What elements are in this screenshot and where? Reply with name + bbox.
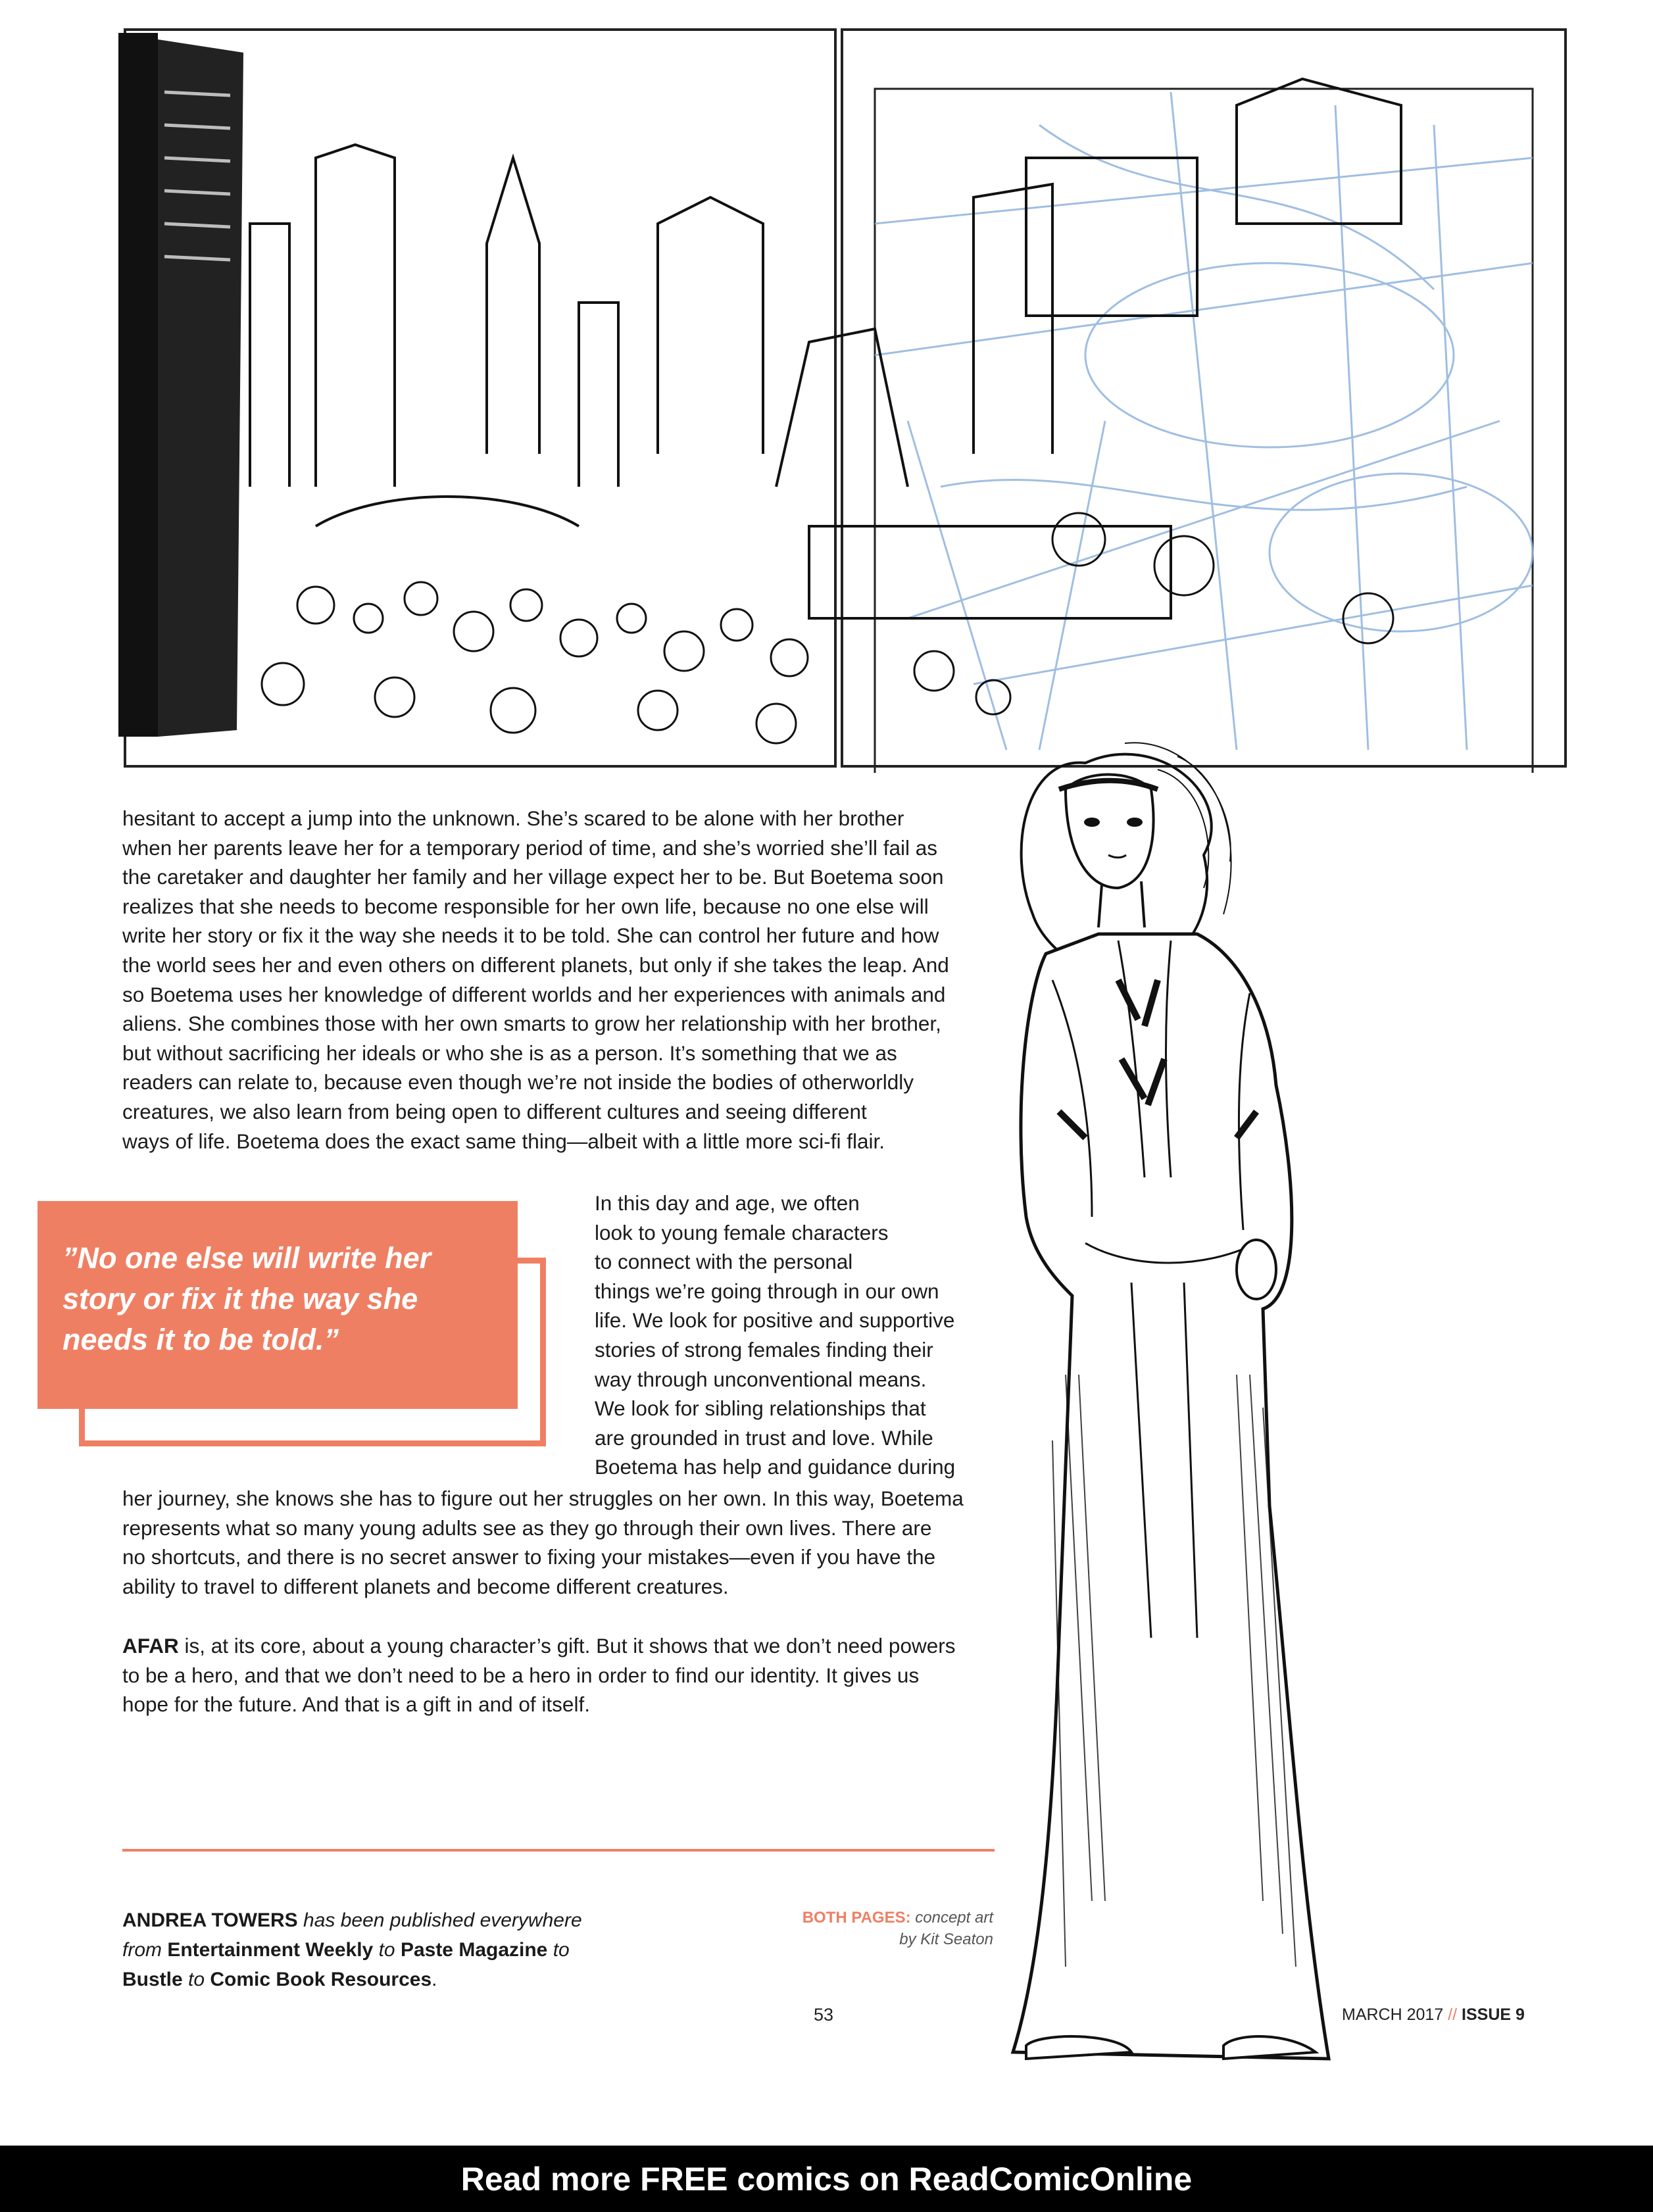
- title-afar: AFAR: [122, 1634, 179, 1658]
- text-line: realizes that she needs to become responsible for her own life, because no one else will: [122, 894, 929, 918]
- text-line: the caretaker and daughter her family and her village expect her to be. But Boetema soon: [122, 865, 944, 889]
- art-credit: [697, 1907, 993, 1950]
- text-line: things we’re going through in our own: [595, 1279, 939, 1303]
- text-line: Boetema has help and guidance during: [595, 1455, 956, 1479]
- text-line: readers can relate to, because even though we’re not inside the bodies of otherworldly: [122, 1070, 914, 1094]
- text-line: represents what so many young adults see as they go through their own lives. There are: [122, 1515, 932, 1540]
- text-line: write her story or fix it the way she needs it to be told. She can control her future and how: [122, 923, 939, 948]
- publication: Comic Book Resources: [210, 1969, 432, 1990]
- bio-text: from: [122, 1939, 168, 1961]
- issue-label: [1342, 2005, 1525, 2025]
- publication: Entertainment Weekly: [167, 1939, 374, 1961]
- promo-banner[interactable]: [0, 2146, 1653, 2212]
- text-line: creatures, we also learn from being open to different cultures and seeing different: [122, 1099, 867, 1123]
- author-bio: [122, 1905, 662, 1994]
- text-line: hesitant to accept a jump into the unknown. She’s scared to be alone with her brother: [122, 806, 904, 830]
- text-line: the world sees her and even others on different planets, but only if she takes the leap. And: [122, 952, 949, 977]
- text-line: life. We look for positive and supportive: [595, 1308, 955, 1333]
- credit-text: concept art: [910, 1909, 993, 1927]
- publication: Paste Magazine: [400, 1939, 548, 1961]
- text-line: to be a hero, and that we don’t need to be a hero in order to find our identity. It gives us: [122, 1663, 920, 1687]
- bio-text: has been published everywhere: [297, 1909, 582, 1931]
- text-fragment: is, at its core, about a young character’s gift. But it shows that we don’t need powers: [178, 1634, 956, 1658]
- bio-text: to: [547, 1939, 570, 1961]
- bio-text: to: [373, 1939, 401, 1961]
- author-name: ANDREA TOWERS: [122, 1909, 298, 1931]
- article-paragraph-3: [122, 1484, 997, 1601]
- text-line: her journey, she knows she has to figure out her struggles on her own. In this way, Boetema: [122, 1487, 964, 1510]
- article-paragraph-1: [122, 804, 997, 1156]
- issue-separator: //: [1448, 2005, 1458, 2024]
- pull-quote-line: needs it to be told.”: [62, 1323, 339, 1356]
- credit-label: BOTH PAGES:: [802, 1909, 911, 1927]
- bio-text: to: [182, 1969, 210, 1990]
- text-line: stories of strong females finding their: [595, 1337, 933, 1362]
- issue-date: MARCH 2017: [1342, 2005, 1448, 2024]
- concept-art-boetema-figure: [987, 717, 1447, 2085]
- text-line: when her parents leave her for a temporary period of time, and she’s worried she’ll fail as: [122, 835, 938, 860]
- text-line: look to young female characters: [595, 1220, 889, 1244]
- text-line: aliens. She combines those with her own smarts to grow her relationship with her brother,: [122, 1012, 941, 1036]
- publication: Bustle: [122, 1969, 183, 1990]
- credit-text: by Kit Seaton: [899, 1930, 993, 1948]
- text-line: to connect with the personal: [595, 1250, 853, 1274]
- article-paragraph-2: [595, 1189, 993, 1482]
- issue-number: ISSUE 9: [1457, 2005, 1525, 2024]
- page-number: 53: [813, 2005, 834, 2025]
- pull-quote: [37, 1201, 518, 1409]
- divider-rule: [122, 1849, 995, 1852]
- text-line: way through unconventional means.: [595, 1367, 927, 1391]
- text-line: We look for sibling relationships that: [595, 1396, 926, 1421]
- article-paragraph-4: [122, 1631, 997, 1719]
- text-line: but without sacrificing her ideals or who she is as a person. It’s something that we as: [122, 1041, 897, 1065]
- text-line: ability to travel to different planets and become different creatures.: [122, 1574, 729, 1598]
- text-line: ways of life. Boetema does the exact same thing—albeit with a little more sci-fi flair.: [122, 1129, 885, 1153]
- concept-art-cityscape: [118, 26, 1569, 773]
- text-line: [122, 1631, 997, 1661]
- pull-quote-line: ”No one else will write her: [62, 1241, 432, 1275]
- text-line: are grounded in trust and love. While: [595, 1425, 933, 1450]
- text-line: In this day and age, we often: [595, 1191, 860, 1215]
- text-line: hope for the future. And that is a gift in and of itself.: [122, 1692, 590, 1717]
- text-line: no shortcuts, and there is no secret answer to fixing your mistakes—even if you have the: [122, 1545, 936, 1569]
- text-line: so Boetema uses her knowledge of different worlds and her experiences with animals and: [122, 982, 946, 1006]
- bio-text: .: [432, 1969, 437, 1990]
- promo-banner-text: Read more FREE comics on ReadComicOnline: [460, 2160, 1193, 2198]
- pull-quote-line: story or fix it the way she: [62, 1282, 418, 1315]
